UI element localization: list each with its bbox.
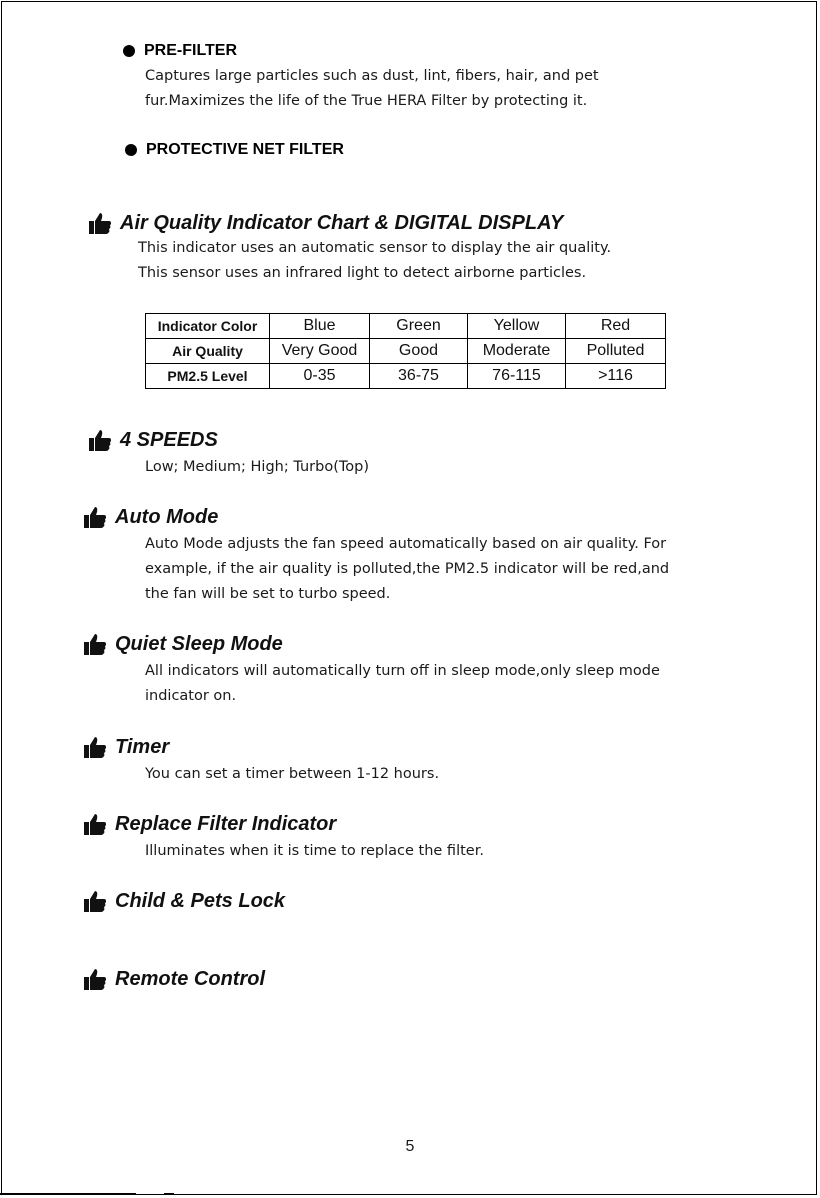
remote-title: Remote Control [115,967,265,990]
timer-text: You can set a timer between 1-12 hours. [145,766,440,782]
thumbs-up-icon [88,428,112,452]
table-row [146,314,666,339]
replace-title: Replace Filter Indicator [115,812,337,835]
sleep-text: All indicators will automatically turn off in sleep mode,only sleep mode indicator on. [145,663,660,704]
aqi-text: This indicator uses an automatic sensor to display the air quality. This sensor uses an infrared light to detect airborne particles. [138,240,612,281]
table-cell: >116 [566,364,666,389]
row-header: Air Quality [146,339,270,364]
thumbs-up-icon [83,889,107,913]
replace-heading [83,812,336,836]
footer-rule [0,1193,136,1195]
prefilter-heading [123,42,237,60]
prefilter-title: PRE-FILTER [144,42,238,59]
thumbs-up-icon [83,505,107,529]
prefilter-text: Captures large particles such as dust, lint, fibers, hair, and pet fur.Maximizes the life of the True HERA Filter by protecting it. [145,68,599,109]
table-cell: Green [370,314,468,339]
table-cell: Very Good [270,339,370,364]
table-cell: 36-75 [370,364,468,389]
table-cell: Red [566,314,666,339]
aqi-title: Air Quality Indicator Chart & DIGITAL DISPLAY [120,211,564,234]
thumbs-up-icon [83,735,107,759]
bullet-dot-icon [125,144,137,156]
thumbs-up-icon [88,211,112,235]
protective-heading [125,141,344,159]
table-cell: 76-115 [468,364,566,389]
thumbs-up-icon [83,967,107,991]
lock-heading [83,889,285,913]
thumbs-up-icon [83,632,107,656]
auto-heading [83,505,218,529]
speeds-heading [88,428,218,452]
thumbs-up-icon [83,812,107,836]
timer-title: Timer [115,735,170,758]
auto-text: Auto Mode adjusts the fan speed automatically based on air quality. For example, if the air quality is polluted,the PM2.5 indicator will be red,and the fan will be set to turbo speed. [145,536,670,602]
timer-heading [83,735,169,759]
footer-tick [164,1193,174,1195]
row-header: PM2.5 Level [146,364,270,389]
page-number: 5 [405,1138,415,1155]
table-cell: 0-35 [270,364,370,389]
table-cell: Polluted [566,339,666,364]
replace-text: Illuminates when it is time to replace the filter. [145,843,484,859]
bullet-dot-icon [123,45,135,57]
sleep-heading [83,632,283,656]
remote-heading [83,967,265,991]
speeds-title: 4 SPEEDS [120,428,218,451]
aqi-heading [88,211,563,235]
protective-title: PROTECTIVE NET FILTER [146,141,344,158]
table-cell: Moderate [468,339,566,364]
table-row [146,364,666,389]
table-cell: Good [370,339,468,364]
lock-title: Child & Pets Lock [115,889,286,912]
table-cell: Blue [270,314,370,339]
table-row [146,339,666,364]
sleep-title: Quiet Sleep Mode [115,632,283,655]
row-header: Indicator Color [146,314,270,339]
table-cell: Yellow [468,314,566,339]
air-quality-table [145,313,666,389]
speeds-text: Low; Medium; High; Turbo(Top) [145,459,370,475]
auto-title: Auto Mode [115,505,219,528]
